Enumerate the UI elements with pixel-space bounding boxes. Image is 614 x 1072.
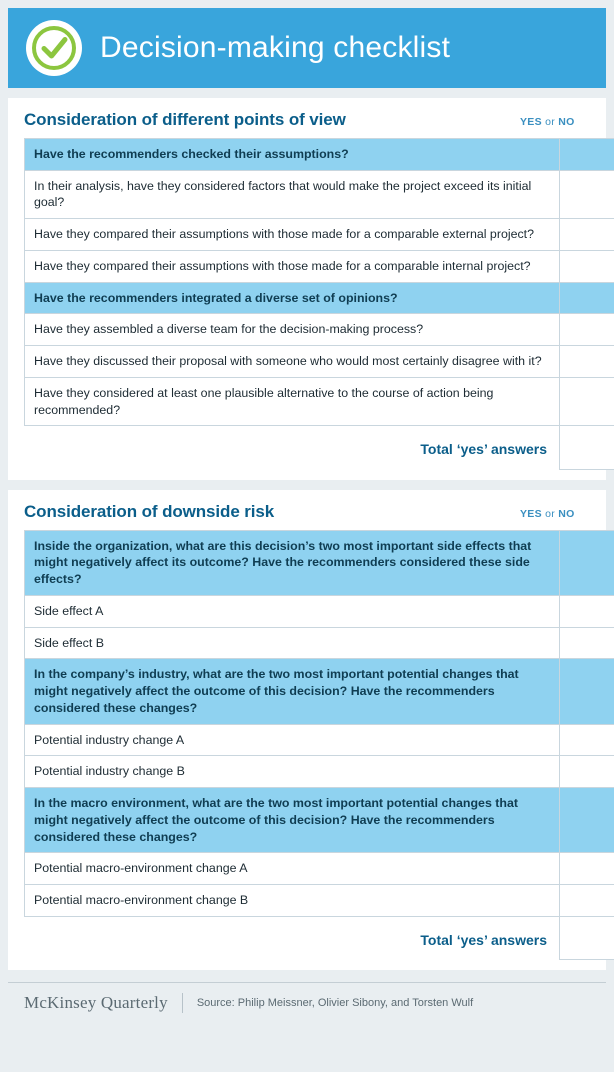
- question-text: In their analysis, have they considered factors that would make the project exceed its initial goal?: [25, 170, 560, 218]
- answer-box[interactable]: [560, 250, 614, 282]
- table-row: [25, 314, 614, 346]
- answer-box[interactable]: [560, 139, 614, 171]
- table-row: [25, 788, 614, 853]
- table-row: [25, 250, 614, 282]
- table-row: [25, 659, 614, 724]
- section-header: [24, 502, 590, 530]
- or-label: or: [541, 116, 559, 128]
- no-label: NO: [558, 507, 575, 520]
- question-text: Potential industry change A: [25, 724, 560, 756]
- table-row: [25, 595, 614, 627]
- answer-box[interactable]: [560, 788, 614, 853]
- checklist-table: [24, 138, 614, 470]
- answer-box[interactable]: [560, 756, 614, 788]
- table-row: [25, 346, 614, 378]
- source-credit: Source: Philip Meissner, Olivier Sibony, and Torsten Wulf: [196, 997, 474, 1010]
- total-row: [25, 426, 614, 469]
- yes-or-no-label: [520, 116, 590, 130]
- question-text: Potential macro-environment change A: [25, 853, 560, 885]
- yes-or-no-label: [520, 508, 590, 522]
- question-text: In the company’s industry, what are the two most important potential changes that might negatively affect the outcome of this decision? Have the recommenders considered these changes?: [25, 659, 560, 724]
- table-row: [25, 756, 614, 788]
- mckinsey-quarterly-logo: McKinsey Quarterly: [24, 993, 168, 1013]
- no-label: NO: [558, 116, 575, 128]
- or-label: or: [541, 507, 559, 520]
- answer-box[interactable]: [560, 627, 614, 659]
- question-text: Have they considered at least one plausible alternative to the course of action being recommended?: [25, 377, 560, 425]
- answer-box[interactable]: [560, 885, 614, 917]
- question-text: Have they compared their assumptions with those made for a comparable external project?: [25, 219, 560, 251]
- page-footer: [8, 982, 606, 1027]
- total-answer-box[interactable]: [560, 426, 614, 469]
- question-text: Have they compared their assumptions with those made for a comparable internal project?: [25, 250, 560, 282]
- question-text: Have the recommenders integrated a diverse set of opinions?: [25, 282, 560, 314]
- total-row: [25, 916, 614, 959]
- table-row: [25, 219, 614, 251]
- answer-box[interactable]: [560, 530, 614, 595]
- page-header: [8, 8, 606, 88]
- total-label: Total ‘yes’ answers: [420, 441, 547, 458]
- table-row: [25, 853, 614, 885]
- question-text: Have they discussed their proposal with someone who would most certainly disagree with it?: [25, 346, 560, 378]
- question-text: Inside the organization, what are this decision’s two most important side effects that might negatively affect its outcome? Have the recommenders considered these side effects?: [25, 530, 560, 595]
- answer-box[interactable]: [560, 282, 614, 314]
- answer-box[interactable]: [560, 170, 614, 218]
- section-points-of-view: [8, 98, 606, 480]
- check-circle-icon: [26, 20, 82, 76]
- total-label: Total ‘yes’ answers: [420, 931, 547, 948]
- checklist-table: [24, 530, 614, 960]
- yes-label: YES: [520, 116, 542, 128]
- table-row: [25, 139, 614, 171]
- footer-divider: [182, 993, 183, 1013]
- table-row: [25, 530, 614, 595]
- answer-box[interactable]: [560, 314, 614, 346]
- table-row: [25, 627, 614, 659]
- section-title: Consideration of downside risk: [24, 501, 275, 521]
- question-text: Side effect B: [25, 627, 560, 659]
- table-row: [25, 377, 614, 425]
- answer-box[interactable]: [560, 659, 614, 724]
- total-answer-box[interactable]: [560, 916, 614, 959]
- page-title: Decision-making checklist: [100, 31, 451, 64]
- question-text: Side effect A: [25, 595, 560, 627]
- question-text: In the macro environment, what are the two most important potential changes that might negatively affect the outcome of this decision? Have the recommenders considered these changes?: [25, 788, 560, 853]
- section-downside-risk: [8, 490, 606, 970]
- answer-box[interactable]: [560, 853, 614, 885]
- answer-box[interactable]: [560, 724, 614, 756]
- answer-box[interactable]: [560, 219, 614, 251]
- yes-label: YES: [520, 507, 542, 520]
- question-text: Have they assembled a diverse team for the decision-making process?: [25, 314, 560, 346]
- section-title: Consideration of different points of view: [24, 110, 346, 129]
- answer-box[interactable]: [560, 346, 614, 378]
- table-row: [25, 724, 614, 756]
- answer-box[interactable]: [560, 595, 614, 627]
- answer-box[interactable]: [560, 377, 614, 425]
- question-text: Potential industry change B: [25, 756, 560, 788]
- question-text: Have the recommenders checked their assumptions?: [25, 139, 560, 171]
- table-row: [25, 170, 614, 218]
- question-text: Potential macro-environment change B: [25, 885, 560, 917]
- table-row: [25, 885, 614, 917]
- section-header: [24, 110, 590, 138]
- table-row: [25, 282, 614, 314]
